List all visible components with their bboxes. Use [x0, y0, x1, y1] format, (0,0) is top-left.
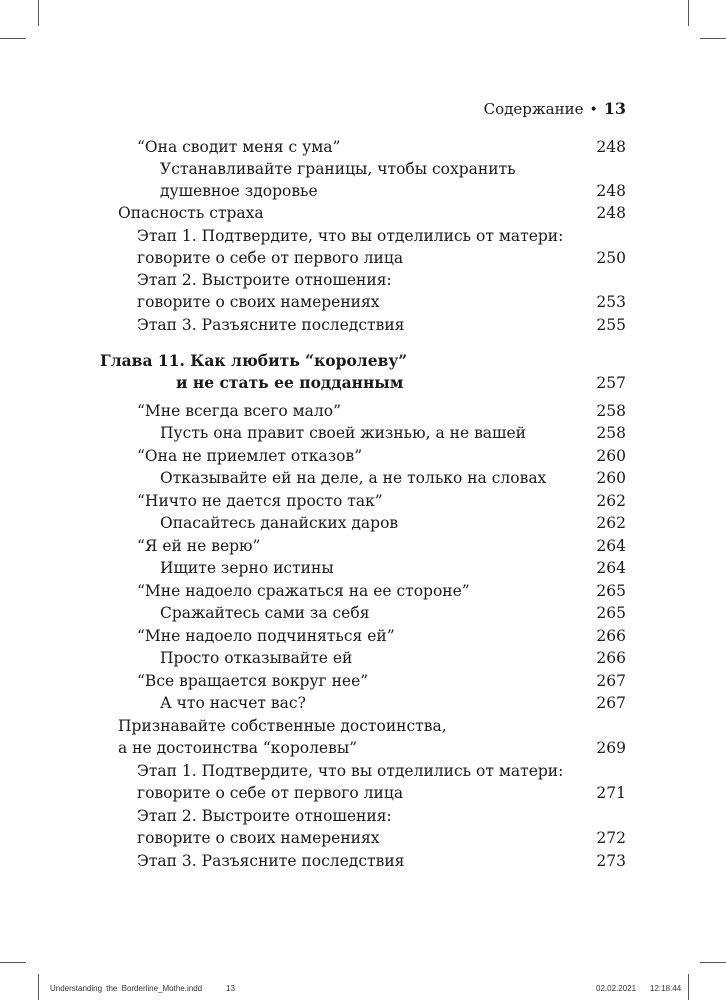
- toc-entry-page: 269: [596, 739, 626, 757]
- toc-entry-page: 248: [596, 182, 626, 200]
- slug-sheet-number: 13: [226, 984, 235, 993]
- toc-entry-text: “Мне всегда всего мало”: [137, 402, 341, 420]
- toc-entry-text: говорите о себе от первого лица: [137, 249, 404, 267]
- toc-entry-text: говорите о себе от первого лица: [137, 784, 404, 802]
- toc-entry-page: 264: [596, 559, 626, 577]
- toc-entry-page: 265: [596, 582, 626, 600]
- toc-entry-page: 255: [596, 316, 626, 334]
- chapter-title: Глава 11. Как любить “королеву”: [100, 351, 408, 370]
- toc-entry-text: “Все вращается вокруг нее”: [137, 672, 369, 690]
- toc-entry-page: 248: [596, 138, 626, 156]
- toc-entry-page: 266: [596, 627, 626, 645]
- toc-entry-page: 273: [596, 852, 626, 870]
- toc-entry-page: 267: [596, 672, 626, 690]
- chapter-page: 257: [596, 374, 626, 392]
- toc-entry-page: 262: [596, 492, 626, 510]
- toc-entry-text: Сражайтесь сами за себя: [160, 604, 370, 622]
- toc-entry-text: “Я ей не верю”: [137, 537, 261, 555]
- toc-entry-page: 248: [596, 204, 626, 222]
- toc-entry-text: Этап 3. Разъясните последствия: [137, 316, 405, 334]
- toc-entry-text: Этап 2. Выстроите отношения:: [137, 807, 392, 825]
- toc-entry-text: Этап 1. Подтвердите, что вы отделились от матери:: [137, 762, 564, 780]
- toc-entry-page: 272: [596, 829, 626, 847]
- toc-entry-text: “Мне надоело сражаться на ее стороне”: [137, 582, 470, 600]
- toc-entry-page: 265: [596, 604, 626, 622]
- toc-entry-text: Этап 3. Разъясните последствия: [137, 852, 405, 870]
- toc-entry-text: говорите о своих намерениях: [137, 829, 380, 847]
- toc-entry-text: Просто отказывайте ей: [160, 649, 353, 667]
- toc-entry-text: Этап 1. Подтвердите, что вы отделились от матери:: [137, 227, 564, 245]
- toc-entry-page: 271: [596, 784, 626, 802]
- toc-entry-text: “Она сводит меня с ума”: [137, 138, 341, 156]
- chapter-title: и не стать ее подданным: [176, 373, 404, 392]
- toc-entry-text: А что насчет вас?: [160, 694, 306, 712]
- toc-entry-text: говорите о своих намерениях: [137, 293, 380, 311]
- toc-entry-page: 258: [596, 424, 626, 442]
- toc-entry-text: Опасайтесь данайских даров: [160, 514, 399, 532]
- toc-entry-page: 250: [596, 249, 626, 267]
- slug-file: Understanding the Borderline_Mothe.indd: [50, 984, 203, 993]
- toc-entry-text: Устанавливайте границы, чтобы сохранить: [160, 160, 516, 178]
- toc-entry-page: 267: [596, 694, 626, 712]
- slug-date: 02.02.2021: [596, 984, 637, 993]
- toc-entry-page: 264: [596, 537, 626, 555]
- toc-entry-text: душевное здоровье: [160, 182, 318, 200]
- running-head-section: Содержание: [483, 100, 584, 118]
- toc-entry-text: Этап 2. Выстроите отношения:: [137, 271, 392, 289]
- running-head-page-number: 13: [603, 99, 626, 118]
- toc-entry-text: “Она не приемлет отказов”: [137, 447, 363, 465]
- toc-entry-page: 260: [596, 469, 626, 487]
- toc-entry-page: 258: [596, 402, 626, 420]
- toc-entry-text: Отказывайте ей на деле, а не только на словах: [160, 469, 547, 487]
- toc-entry-page: 253: [596, 293, 626, 311]
- toc-entry-text: Признавайте собственные достоинства,: [118, 717, 447, 735]
- toc-entry-text: “Ничто не дается просто так”: [137, 492, 383, 510]
- slug-time: 12:18:44: [650, 984, 682, 993]
- toc-entry-text: Опасность страха: [118, 204, 264, 222]
- toc-entry-text: “Мне надоело подчиняться ей”: [137, 627, 395, 645]
- toc-entry-page: 260: [596, 447, 626, 465]
- toc-entry-text: а не достоинства “королевы”: [118, 739, 358, 757]
- running-head-bullet: •: [589, 102, 598, 118]
- toc-entry-text: Пусть она правит своей жизнью, а не вашей: [160, 424, 526, 442]
- toc-entry-page: 266: [596, 649, 626, 667]
- toc-entry-text: Ищите зерно истины: [160, 559, 334, 577]
- toc-entry-page: 262: [596, 514, 626, 532]
